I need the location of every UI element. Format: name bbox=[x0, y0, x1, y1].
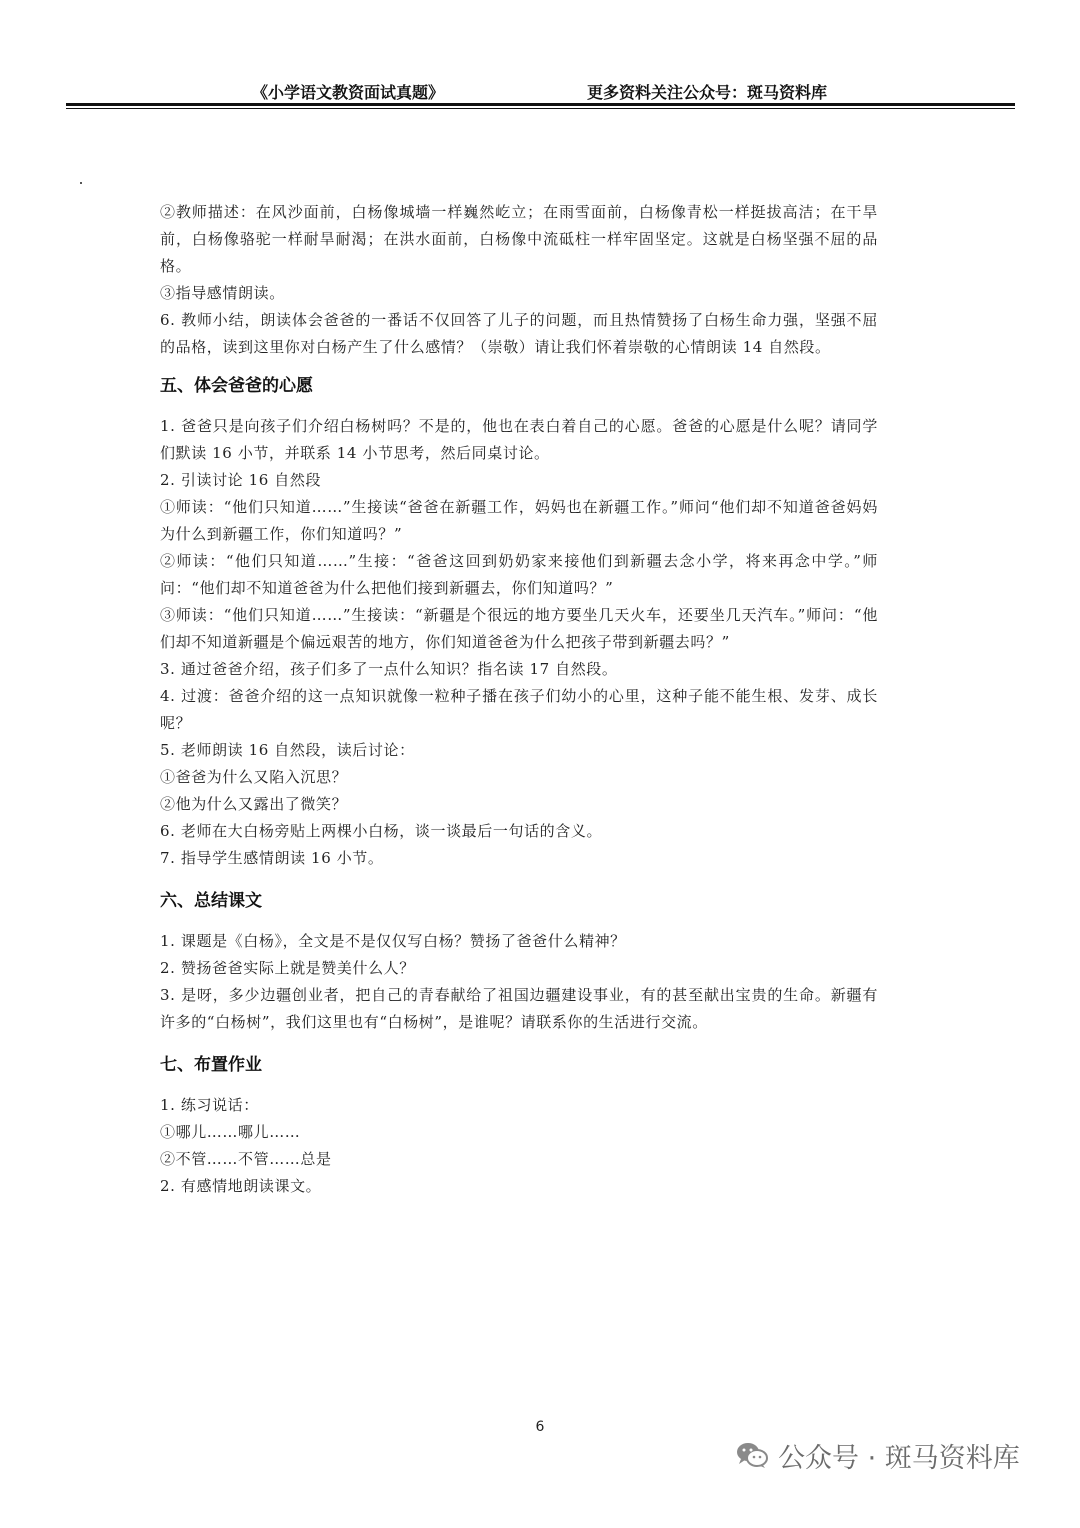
header-rule-thick bbox=[66, 103, 1015, 106]
page-number: 6 bbox=[535, 1419, 545, 1435]
paragraph: 1. 爸爸只是向孩子们介绍白杨树吗？不是的，他也在表白着自己的心愿。爸爸的心愿是什么呢？请同学们默读 16 小节，并联系 14 小节思考，然后同桌讨论。 bbox=[160, 417, 878, 462]
paragraph: ③师读：“他们只知道……”生接读：“新疆是个很远的地方要坐几天火车，还要坐几天汽车。”师问：“他们却不知道新疆是个偏远艰苦的地方，你们知道爸爸为什么把孩子带到新疆去吗？” bbox=[160, 606, 878, 651]
wechat-icon bbox=[736, 1441, 768, 1469]
paragraph: ①师读：“他们只知道……”生接读“爸爸在新疆工作，妈妈也在新疆工作。”师问“他们却不知道爸爸妈妈为什么到新疆工作，你们知道吗？” bbox=[160, 498, 878, 543]
paragraph: 6. 老师在大白杨旁贴上两棵小白杨，谈一谈最后一句话的含义。 bbox=[160, 822, 603, 840]
paragraph: 1. 练习说话： bbox=[160, 1096, 259, 1114]
paragraph: 3. 通过爸爸介绍，孩子们多了一点什么知识？指名读 17 自然段。 bbox=[160, 660, 618, 678]
paragraph: ②不管……不管……总是 bbox=[160, 1150, 332, 1168]
paragraph: ②师读：“他们只知道……”生接：“爸爸这回到奶奶家来接他们到新疆去念小学，将来再念中学。”师问：“他们却不知道爸爸为什么把他们接到新疆去，你们知道吗？” bbox=[160, 552, 878, 597]
paragraph: 3. 是呀，多少边疆创业者，把自己的青春献给了祖国边疆建设事业，有的甚至献出宝贵的生命。新疆有许多的“白杨树”，我们这里也有“白杨树”，是谁呢？请联系你的生活进行交流。 bbox=[160, 986, 878, 1031]
paragraph: ①哪儿……哪儿…… bbox=[160, 1123, 301, 1141]
header-document-title: 《小学语文教资面试真题》 bbox=[252, 83, 445, 102]
paragraph: ①爸爸为什么又陷入沉思？ bbox=[160, 768, 348, 786]
paragraph: ③指导感情朗读。 bbox=[160, 284, 285, 302]
paragraph: 7. 指导学生感情朗读 16 小节。 bbox=[160, 849, 384, 867]
paragraph: 2. 有感情地朗读课文。 bbox=[160, 1177, 322, 1195]
header-rule-thin bbox=[66, 108, 1015, 109]
section-heading: 五、体会爸爸的心愿 bbox=[160, 376, 313, 396]
document-body bbox=[160, 199, 878, 1200]
watermark-text: 公众号 · 斑马资料库 bbox=[778, 1442, 1020, 1474]
section-heading: 七、布置作业 bbox=[160, 1055, 262, 1075]
paragraph: 5. 老师朗读 16 自然段，读后讨论： bbox=[160, 741, 415, 759]
paragraph: 1. 课题是《白杨》，全文是不是仅仅写白杨？赞扬了爸爸什么精神？ bbox=[160, 932, 626, 950]
section-heading: 六、总结课文 bbox=[160, 891, 262, 911]
paragraph: 4. 过渡：爸爸介绍的这一点知识就像一粒种子播在孩子们幼小的心里，这种子能不能生根、发芽、成长呢？ bbox=[160, 687, 878, 732]
scan-speck bbox=[80, 182, 82, 184]
paragraph: 2. 赞扬爸爸实际上就是赞美什么人？ bbox=[160, 959, 415, 977]
watermark bbox=[736, 1432, 1020, 1478]
paragraph: ②他为什么又露出了微笑？ bbox=[160, 795, 348, 813]
header-promo-text: 更多资料关注公众号：斑马资料库 bbox=[587, 83, 828, 102]
paragraph: ②教师描述：在风沙面前，白杨像城墙一样巍然屹立；在雨雪面前，白杨像青松一样挺拔高洁；在干旱前，白杨像骆驼一样耐旱耐渴；在洪水面前，白杨像中流砥柱一样牢固坚定。这就是白杨坚强不屈的品格。 bbox=[160, 203, 878, 275]
paragraph: 6. 教师小结，朗读体会爸爸的一番话不仅回答了儿子的问题，而且热情赞扬了白杨生命力强，坚强不屈的品格，读到这里你对白杨产生了什么感情？（崇敬）请让我们怀着崇敬的心情朗读 14 自然段。 bbox=[160, 311, 878, 356]
paragraph: 2. 引读讨论 16 自然段 bbox=[160, 471, 322, 489]
